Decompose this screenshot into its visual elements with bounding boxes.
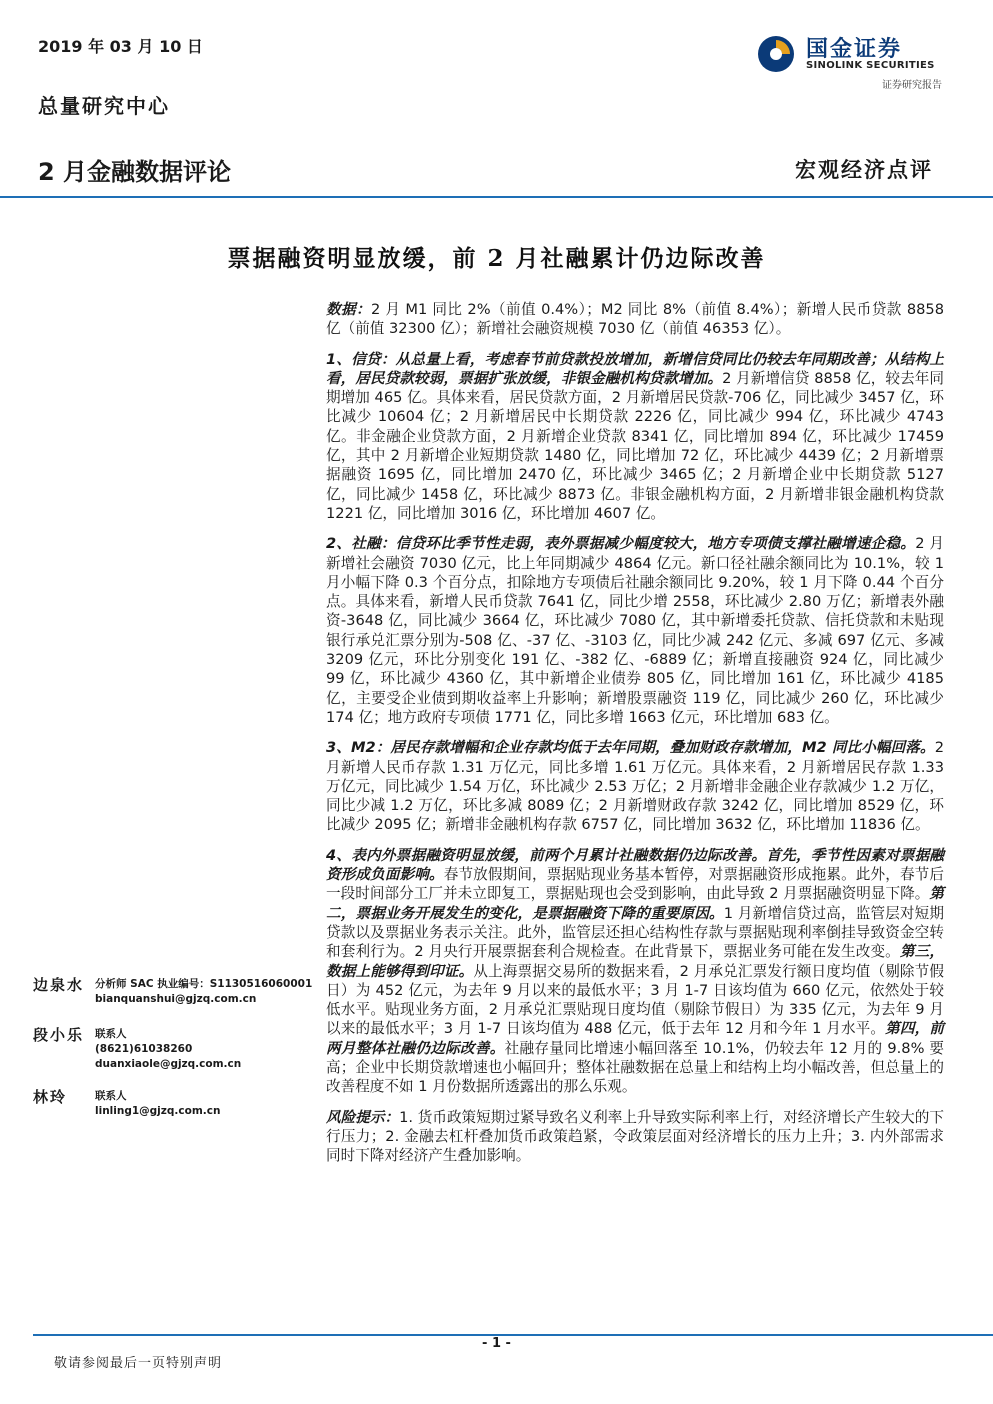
- author-email[interactable]: bianquanshui@gjzq.com.cn: [95, 993, 257, 1005]
- author-name: 边泉水: [33, 976, 85, 994]
- headline: 票据融资明显放缓，前 2 月社融累计仍边际改善: [227, 245, 766, 272]
- credit-label: 1、信贷：从总量上看，考虑春节前贷款投放增加，新增信贷同比仍较去年同期改善；从结构上看，居民贷款较弱，票据扩张放缓，非银金融机构贷款增加。: [326, 350, 944, 387]
- author-item: [33, 1024, 313, 1082]
- analysis-text-1: 春节放假期间，票据贴现业务基本暂停，对票据融资形成拖累。此外，春节后一段时间部分工厂并未立即复工，票据贴现也会受到影响，由此导致 2 月票据融资明显下降。: [326, 866, 944, 903]
- data-label: 数据：: [326, 301, 372, 318]
- logo-subtitle: 证券研究报告: [882, 80, 942, 91]
- author-email[interactable]: duanxiaole@gjzq.com.cn: [95, 1058, 242, 1070]
- author-role: 联系人: [95, 1028, 127, 1040]
- logo-mark-icon: [756, 34, 796, 74]
- logo-name-en: SINOLINK SECURITIES: [806, 60, 935, 71]
- report-title: 2 月金融数据评论: [38, 158, 232, 186]
- author-info: [95, 1027, 241, 1072]
- analysis-text-3: 从上海票据交易所的数据来看，2 月承兑汇票发行额日度均值（剔除节假日）为 452 亿元，为去年 9 月以来的最低水平；3 月 1-7 日该均值为 660 亿元，依然处于较低水平。贴现业务方面，2 月承兑汇票贴现日度均值（剔除节假日）为 335 亿元，为去年 9 月以来的最低水平；3 月 1-7 日该均值为 488 亿元，低于去年 12 月和今年 1 月水平。: [326, 962, 944, 1038]
- m2-paragraph: [326, 738, 944, 834]
- social-financing-paragraph: [326, 534, 944, 727]
- data-text: 2 月 M1 同比 2%（前值 0.4%）；M2 同比 8%（前值 8.4%）；新增人民币贷款 8858 亿（前值 32300 亿）；新增社会融资规模 7030 亿（前值 46353 亿）。: [326, 301, 944, 338]
- m2-text: 2 月新增人民币存款 1.31 万亿元，同比多增 1.61 万亿元。具体来看，2 月新增居民存款 1.33 万亿元，同比减少 1.54 万亿，环比减少 2.53 万亿；2 月新增非金融企业存款减少 1.2 万亿，同比少减 1.2 万亿，环比多减 8089 亿；2 月新增财政存款 3242 亿，同比增加 8529 亿，环比减少 2095 亿；新增非金融机构存款 6757 亿，同比增加 3632 亿，环比增加 11836 亿。: [326, 739, 944, 834]
- author-role: 联系人: [95, 1090, 127, 1102]
- company-logo: [756, 30, 956, 90]
- research-center-label: 总量研究中心: [38, 94, 170, 118]
- report-body: [326, 300, 944, 1176]
- analysis-label: 4、表内外票据融资明显放缓，前两个月累计社融数据仍边际改善。首先，季节性因素对票据融资形成负面影响。: [326, 846, 944, 884]
- analysis-paragraph: [326, 846, 944, 1097]
- author-phone: (8621)61038260: [95, 1043, 193, 1055]
- header-divider: [0, 196, 993, 198]
- disclaimer-note: 敬请参阅最后一页特别声明: [54, 1356, 223, 1371]
- report-date: 2019 年 03 月 10 日: [38, 37, 203, 56]
- data-paragraph: [326, 300, 944, 339]
- author-email[interactable]: linling1@gjzq.com.cn: [95, 1105, 221, 1117]
- risk-label: 风险提示：: [326, 1108, 400, 1126]
- analysis-label-4: 第四，前两月整体社融仍边际改善。: [326, 1020, 944, 1057]
- page-number: - 1 -: [482, 1336, 511, 1351]
- author-info: [95, 977, 312, 1007]
- risk-paragraph: [326, 1108, 944, 1166]
- analysis-label-2: 第二，票据业务开展发生的变化，是票据融资下降的重要原因。: [326, 885, 944, 922]
- author-info: [95, 1089, 220, 1119]
- credit-text: 2 月新增信贷 8858 亿，较去年同期增加 465 亿。具体来看，居民贷款方面，2 月新增居民贷款-706 亿，同比减少 3457 亿，环比减少 10604 亿；2 月新增居民中长期贷款 2226 亿，同比减少 994 亿，环比减少 4743 亿。非金融企业贷款方面，2 月新增企业贷款 8341 亿，同比增加 894 亿，环比减少 17459 亿，其中 2 月新增企业短期贷款 1480 亿，同比增加 72 亿，环比减少 4439 亿；2 月新增票据融资 1695 亿，同比增加 2470 亿，环比减少 3465 亿；2 月新增企业中长期贷款 5127 亿，同比减少 1458 亿，环比减少 8873 亿。非银金融机构方面，2 月新增非银金融机构贷款 1221 亿，同比增加 3016 亿，环比增加 4607 亿。: [326, 369, 944, 522]
- author-name: 林玲: [33, 1088, 68, 1106]
- credit-paragraph: [326, 350, 944, 524]
- analysis-text-4: 社融存量同比增速小幅回落至 10.1%，仍较去年 12 月的 9.8% 要高；企业中长期贷款增速也小幅回升；整体社融数据在总量上和结构上均小幅改善，但总量上的改善程度不如 1 月份数据所透露出的那么乐观。: [326, 1039, 944, 1096]
- risk-text: 1. 货币政策短期过紧导致名义利率上升导致实际利率上行，对经济增长产生较大的下行压力；2. 金融去杠杆叠加货币政策趋紧，令政策层面对经济增长的压力上升；3. 内外部需求同时下降对经济产生叠加影响。: [326, 1108, 944, 1165]
- analysis-text-2: 1 月新增信贷过高，监管层对短期贷款以及票据业务表示关注。此外，监管层还担心结构性存款与票据贴现利率倒挂导致资金空转和套利行为。2 月央行开展票据套利合规检查。在此背景下，票据业务可能在发生改变。: [326, 904, 944, 961]
- social-financing-label: 2、社融：信贷环比季节性走弱，表外票据减少幅度较大，地方专项债支撑社融增速企稳。: [326, 535, 916, 553]
- social-financing-text: 2 月新增社会融资 7030 亿元，比上年同期减少 4864 亿元。新口径社融余额同比为 10.1%，较 1 月小幅下降 0.3 个百分点，扣除地方专项债后社融余额同比 9.20%，较 1 月下降 0.44 个百分点。具体来看，新增人民币贷款 7641 亿，同比少增 2558，环比减少 2.80 万亿；新增表外融资-3648 亿，同比减少 3664 亿，环比减少 7080 亿，其中新增委托贷款、信托贷款和未贴现银行承兑汇票分别为-508 亿、-37 亿、-3103 亿，同比少减 242 亿元、多减 697 亿元、多减 3209 亿元，环比分别变化 191 亿、-382 亿、-6889 亿；新增直接融资 924 亿，同比减少 99 亿，环比减少 4360 亿，其中新增企业债券 805 亿，同比增加 161 亿，环比减少 4185 亿，主要受企业债到期收益率上升影响；新增股票融资 119 亿，同比减少 260 亿，环比减少 174 亿；地方政府专项债 1771 亿，同比多增 1663 亿元，环比增加 683 亿。: [326, 535, 944, 726]
- author-role: 分析师 SAC 执业编号：S1130516060001: [95, 978, 313, 990]
- report-type: 宏观经济点评: [795, 157, 933, 182]
- author-item: [33, 974, 313, 1020]
- author-name: 段小乐: [33, 1026, 85, 1044]
- logo-name-cn: 国金证券: [806, 37, 903, 62]
- author-list: [33, 974, 313, 1136]
- m2-label: 3、M2：居民存款增幅和企业存款均低于去年同期，叠加财政存款增加，M2 同比小幅回落。: [326, 739, 935, 757]
- analysis-label-3: 第三，数据上能够得到印证。: [326, 943, 944, 980]
- author-item: [33, 1086, 313, 1132]
